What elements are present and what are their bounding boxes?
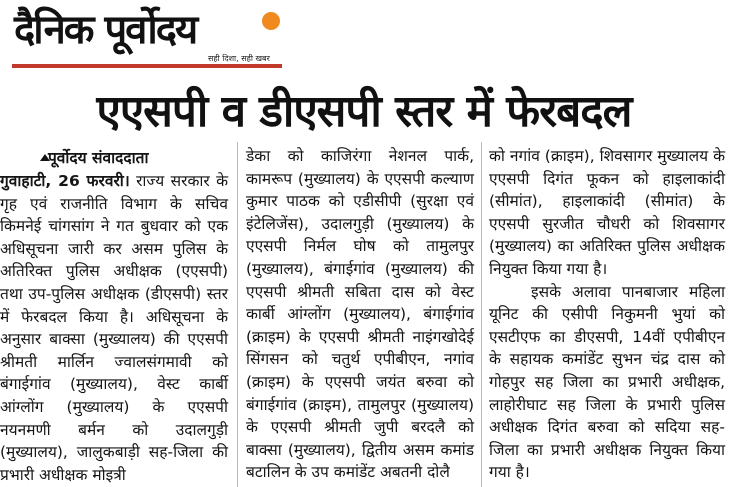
masthead xyxy=(10,4,286,72)
article-headline: एएसपी व डीएसपी स्तर में फेरबदल xyxy=(96,86,632,137)
column-divider xyxy=(481,142,482,487)
body-paragraph: इसके अलावा पानबाजार महिला यूनिट की एसीपी निकुमनी भुयां को एसटीएफ का डीएसपी, 14वीं एपीबीएन के सहायक कमांडेंट सुभन चंद्र दास को गोहपुर सह जिला का प्रभारी अधीक्षक, लाहोरीघाट सह जिला के प्रभारी पुलिस अधीक्षक दिगंत बरुवा को सदिया सह-जिला का प्रभारी अधीक्षक नियुक्त किया गया है। xyxy=(489,282,725,482)
byline-text: पूर्वोदय संवाददाता xyxy=(48,149,149,167)
sun-dot-icon xyxy=(262,12,280,30)
body-paragraph: डेका को काजिरंगा नेशनल पार्क, कामरूप (मुख्यालय) के एएसपी कल्याण कुमार पाठक को एडीसीपी (सुरक्षा एवं इंटेलिजेंस), उदालगुड़ी (मुख्यालय) के एएसपी निर्मल घोष को तामुलपुर (मुख्यालय), बंगाईगांव (मुख्यालय) की एएसपी श्रीमती सबिता दास को वेस्ट कार्बी आंग्लोंग (मुख्यालय), बंगाईगांव (क्राइम) के एएसपी श्रीमती नाइंगखोदेई सिंगसन को चतुर्थ एपीबीएन, नगांव (क्राइम) के एएसपी जयंत बरुवा को बंगाईगांव (क्राइम), तामुलपुर (मुख्यालय) के एएसपी श्रीमती जुपी बरदलै को बाक्सा (मुख्यालय), द्वितीय असम कमांड बटालिन के उप कमांडेंट अबतनी दोलै xyxy=(246,147,474,482)
article-column-3 xyxy=(489,145,725,484)
triangle-icon xyxy=(40,154,50,161)
byline xyxy=(0,147,228,170)
dateline: गुवाहाटी, 26 फरवरी। xyxy=(0,172,130,190)
newspaper-tagline: सही दिशा, सही खबर xyxy=(208,54,270,63)
masthead-rule xyxy=(12,64,282,68)
body-paragraph: को नगांव (क्राइम), शिवसागर मुख्यालय के एएसपी दिगंत फूकन को हाइलाकांदी (सीमांत), हाइलाकांदी (सीमांत) के एएसपी सुरजीत चौधरी को शिवसागर (मुख्यालय) का अतिरिक्त पुलिस अधीक्षक नियुक्त किया गया है। xyxy=(489,147,725,278)
article-column-1 xyxy=(0,147,228,486)
newspaper-logo: दैनिक पूर्वोदय xyxy=(14,7,197,53)
lead-paragraph xyxy=(0,170,228,486)
article-column-2 xyxy=(246,145,474,484)
lead-text: राज्य सरकार के गृह एवं राजनीति विभाग के सचिव किमनेई चांगसांग ने गत बुधवार को एक अधिसूचना जारी कर असम पुलिस के अतिरिक्त पुलिस अधीक्षक (एएसपी) तथा उप-पुलिस अधीक्षक (डीएसपी) स्तर में फेरबदल किया है। अधिसूचना के अनुसार बाक्सा (मुख्यालय) की एएसपी श्रीमती मार्लिन ज्वालसंगमावी को बंगाईगांव (मुख्यालय), वेस्ट कार्बी आंग्लोंग (मुख्यालय) के एएसपी नयनमणी बर्मन को उदालगुड़ी (मुख्यालय), जालुकबाड़ी सह-जिला की प्रभारी अधीक्षक मोइत्री xyxy=(0,172,228,484)
column-divider xyxy=(237,142,238,487)
